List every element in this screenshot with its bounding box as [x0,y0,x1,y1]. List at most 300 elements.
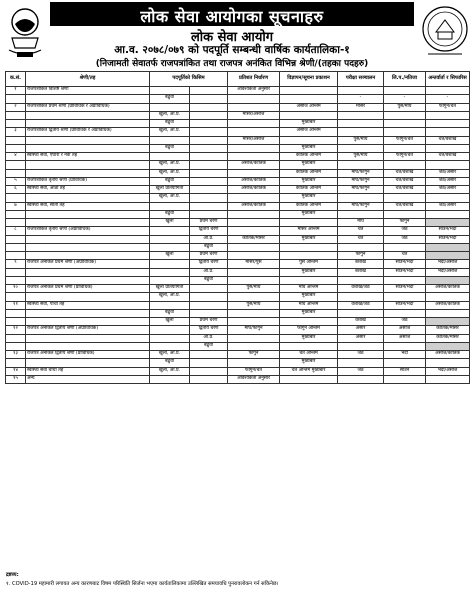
cell-percent: मंसिर/पुस [228,260,280,268]
cell-percent: असोज/कार्तिक [228,186,280,194]
cell-grade: राजपत्र अनंकित द्वितीय श्रेणी (प्राविधिक) [26,351,150,359]
table-row [6,243,470,251]
cell-sub [190,111,228,119]
cell-exam [338,144,384,152]
cell-adv [280,342,338,350]
cell-exam [338,120,384,128]
cell-type: खुला प्रतियोगिता [150,186,190,194]
cell-exam: माघ/फागुन [338,202,384,210]
cell-result [384,342,426,350]
cell-type: बढुवा [150,144,190,152]
col-header-sn: क.सं. [6,72,26,87]
cell-percent: पुस/माघ [228,301,280,309]
cell-sub [190,161,228,169]
cell-adv: मुख्यबार [280,161,338,169]
cell-interview: जेठ/असार [426,169,470,177]
cell-percent [228,268,280,276]
cell-sub: बढुवा [190,276,228,284]
cell-result: जेठ [384,227,426,235]
cell-adv: मंसिर अन्तिम [280,227,338,235]
cell-adv: माघ अन्तिम [280,285,338,293]
cell-sub: आ.प्र. [190,235,228,243]
organisation-name: लोक सेवा आयोग [190,30,274,45]
cell-sub [190,186,228,194]
cell-result [384,359,426,367]
cell-sn: १० [6,285,26,293]
cell-result [384,276,426,284]
cell-interview: फागुन/चैत [426,103,470,111]
cell-sub [190,202,228,210]
table-row [6,293,470,301]
cell-interview [426,318,470,326]
table-row [6,161,470,169]
cell-result [384,111,426,119]
cell-exam: - [338,95,384,103]
cell-type: खुला, आ.प्र. [150,111,190,119]
cell-adv [280,87,338,95]
cell-sn [6,194,26,202]
table-row [6,235,470,243]
table-row [6,219,470,227]
cell-interview: जेठ/असार [426,202,470,210]
cell-result: असोज [384,334,426,342]
cell-exam [338,359,384,367]
cell-result: असोज [384,326,426,334]
cell-type: बढुवा [150,359,190,367]
cell-sn [6,309,26,317]
table-row [6,268,470,276]
cell-grade [26,235,150,243]
cell-result: साउन [384,367,426,375]
cell-result: फागुन [384,219,426,227]
cell-adv: मुख्यबार [280,194,338,202]
cell-result: चैत/वैशाख [384,169,426,177]
cell-type: बढुवा [150,95,190,103]
cell-sub [190,87,228,95]
cell-sn [6,95,26,103]
cell-sn [6,359,26,367]
cell-grade [26,169,150,177]
cell-type [150,235,190,243]
col-header-result: लि.प./नतिजा [384,72,426,87]
cell-type: खुला, आ.प्र. [150,128,190,136]
cell-percent: मंसिर/असोज [228,111,280,119]
cell-interview [426,342,470,350]
cell-type: बढुवा [150,177,190,185]
cell-grade [26,359,150,367]
notes-heading: द्रष्टव्य: [6,572,19,578]
cell-exam: पुस/माघ [338,153,384,161]
cell-sn: ७ [6,202,26,210]
table-row [6,169,470,177]
cell-sn [6,136,26,144]
cell-adv: मुख्यबार [280,235,338,243]
cell-adv [280,252,338,260]
cell-percent [228,128,280,136]
cell-grade [26,293,150,301]
table-row [6,309,470,317]
cell-grade [26,144,150,152]
table-row [6,367,470,375]
cell-exam [338,293,384,301]
cell-result: साउन/भदौ [384,268,426,276]
cell-adv: मुख्यबार [280,120,338,128]
cell-interview [426,144,470,152]
col-header-adv: विज्ञापन/सूचना प्रकाशन [280,72,338,87]
cell-grade [26,268,150,276]
cell-percent: असोज/कार्तिक [228,177,280,185]
cell-result: जेठ [384,318,426,326]
cell-adv: पुस अन्तिम [280,260,338,268]
cell-interview [426,161,470,169]
cell-adv: चैत अन्तिम [280,351,338,359]
cell-percent [228,144,280,152]
cell-type [150,243,190,251]
cell-grade: राजपत्रांकित तृतीय श्रेणी (अप्राविधिक) [26,227,150,235]
cell-sub: द्वितीय चरण [190,326,228,334]
cell-sub [190,351,228,359]
cell-adv: मुख्यबार [280,144,338,152]
table-row [6,227,470,235]
cell-exam [338,87,384,95]
cell-sn: ९ [6,260,26,268]
cell-result: साउन/भदौ [384,285,426,293]
cell-result: साउन/भदौ [384,260,426,268]
cell-grade: राजपत्रांकित विशिष्ट श्रेणी [26,87,150,95]
cell-sub [190,367,228,375]
cell-type [150,153,190,161]
table-row [6,194,470,202]
table-row [6,326,470,334]
cell-grade: राजपत्रांकित तृतीय श्रेणी (प्राविधिक) [26,177,150,185]
cell-type: खुला प्रतियोगिता [150,285,190,293]
cell-exam: पुस/माघ [338,136,384,144]
table-row [6,285,470,293]
cell-interview: असोज/कार्तिक [426,301,470,309]
cell-adv: मुख्यबार [280,359,338,367]
cell-percent [228,210,280,218]
cell-result [384,194,426,202]
commission-seal-icon [420,2,470,60]
cell-exam: वैशाख [338,318,384,326]
col-header-grade: श्रेणी/तह [26,72,150,87]
cell-sn [6,318,26,326]
cell-result [384,210,426,218]
cell-grade [26,95,150,103]
col-header-type: पदपूर्तिको किसिम [150,72,228,87]
cell-sn [6,334,26,342]
cell-type [150,301,190,309]
cell-sub [190,153,228,161]
cell-type [150,103,190,111]
cell-sub: आ.प्र. [190,334,228,342]
cell-percent [228,252,280,260]
cell-exam [338,194,384,202]
table-row [6,375,470,383]
cell-sub [190,285,228,293]
cell-interview [426,359,470,367]
cell-percent [228,309,280,317]
cell-result [384,309,426,317]
cell-grade [26,318,150,326]
cell-grade [26,252,150,260]
cell-grade: स्वास्थ्य सेवा चौथो तह [26,367,150,375]
cell-result [384,161,426,169]
cell-result [384,144,426,152]
cell-result: चैत/वैशाख [384,177,426,185]
cell-sub: द्वितीय चरण [190,227,228,235]
cell-interview: कार्तिक/मंसिर [426,326,470,334]
cell-interview [426,309,470,317]
cell-grade [26,342,150,350]
cell-sub [190,194,228,202]
cell-adv: मुख्यबार [280,334,338,342]
cell-interview [426,276,470,284]
cell-sub [190,210,228,218]
cell-grade: राजपत्रांकित प्रथम श्रेणी (प्राविधिक र अप्राविधिक) [26,103,150,111]
banner-text: लोक सेवा आयोगका सूचनाहरु [140,7,324,26]
cell-type [150,260,190,268]
col-header-percent: प्रतिशत निर्धारण [228,72,280,87]
cell-exam: वैशाख/जेठ [338,301,384,309]
table-row [6,342,470,350]
table-row [6,202,470,210]
table-row [6,318,470,326]
cell-adv [280,136,338,144]
cell-result: चैत/वैशाख [384,186,426,194]
cell-result [384,375,426,383]
cell-type: बढुवा [150,309,190,317]
cell-type [150,375,190,383]
cell-type [150,87,190,95]
cell-grade [26,161,150,169]
cell-type [150,334,190,342]
cell-sn [6,210,26,218]
cell-percent: फागुन [228,351,280,359]
cell-exam: असार [338,326,384,334]
cell-adv: मुख्यबार [280,210,338,218]
page-subtitle: (निजामती सेवातर्फ राजपत्रांकित तथा राजपत्र अनंकित विभिन्न श्रेणी/(तहका पदहरु) [95,59,369,69]
cell-type [150,202,190,210]
cell-sn: ५ [6,177,26,185]
table-row [6,136,470,144]
cell-sn [6,342,26,350]
cell-sub [190,95,228,103]
cell-sub [190,103,228,111]
cell-adv: मुख्यबार [280,309,338,317]
cell-sub [190,128,228,136]
cell-type: खुला [150,252,190,260]
cell-interview: असोज/कार्तिक [426,285,470,293]
cell-exam: मंसिर [338,103,384,111]
cell-sub: बढुवा [190,243,228,251]
cell-adv [280,318,338,326]
cell-adv [280,219,338,227]
cell-result [384,128,426,136]
cell-sn [6,268,26,276]
cell-exam [338,243,384,251]
cell-interview: जेठ/असार [426,186,470,194]
cell-type: खुला, आ.प्र. [150,293,190,301]
cell-interview [426,293,470,301]
cell-adv [280,111,338,119]
cell-result [384,243,426,251]
cell-sn [6,111,26,119]
cell-type [150,276,190,284]
cell-result: फागुन/चैत [384,136,426,144]
cell-sub [190,169,228,177]
cell-sub: प्रथम चरण [190,219,228,227]
cell-interview: चैत/वैशाख [426,136,470,144]
cell-sn [6,276,26,284]
cell-result: - [384,95,426,103]
cell-exam: माघ/फागुन [338,169,384,177]
cell-adv: चैत अन्तिम मुख्यबार [280,367,338,375]
cell-interview [426,210,470,218]
cell-adv: कार्तिक अन्तिम [280,169,338,177]
cell-grade: स्वास्थ्य सेवा, पाँचौं तह [26,301,150,309]
cell-sub: प्रथम चरण [190,252,228,260]
cell-exam: बैशाख [338,260,384,268]
cell-type [150,326,190,334]
cell-percent [228,293,280,301]
page-title: आ.व. २०७८/०७९ को पदपूर्ति सम्बन्धी वार्षिक कार्यतालिका-१ [114,44,350,56]
cell-result: भदौ [384,351,426,359]
cell-percent: पुस/माघ [228,285,280,293]
cell-interview [426,194,470,202]
cell-exam: चैत [338,235,384,243]
cell-grade [26,219,150,227]
cell-interview: असोज/कार्तिक [426,351,470,359]
cell-exam: जेठ [338,351,384,359]
cell-sn [6,169,26,177]
cell-percent: मंसिर/असोज [228,136,280,144]
cell-sn: ६ [6,186,26,194]
cell-sn [6,219,26,227]
cell-result [384,120,426,128]
cell-exam [338,210,384,218]
cell-sn [6,120,26,128]
cell-exam [338,342,384,350]
cell-exam [338,111,384,119]
cell-percent [228,120,280,128]
cell-type [150,227,190,235]
cell-sub [190,120,228,128]
table-row [6,351,470,359]
cell-exam: माघ/फागुन [338,186,384,194]
cell-grade: राजपत्र अनंकित द्वितीय श्रेणी (अप्राविधिक) [26,326,150,334]
cell-type [150,268,190,276]
cell-sn: ११ [6,301,26,309]
table-row [6,301,470,309]
cell-percent: फागुन/चैत [228,367,280,375]
cell-interview: साउन/भदौ [426,227,470,235]
cell-adv: असोज अन्तिम [280,103,338,111]
cell-type: खुला [150,219,190,227]
cell-type: खुला, आ.प्र. [150,367,190,375]
cell-type: बढुवा [150,210,190,218]
cell-grade: स्वास्थ्य सेवा, आठौं तह [26,186,150,194]
cell-interview: साउन/भदौ [426,235,470,243]
cell-grade [26,111,150,119]
cell-grade [26,194,150,202]
cell-sn [6,161,26,169]
cell-sn: १२ [6,326,26,334]
cell-grade [26,120,150,128]
cell-percent [228,169,280,177]
nepal-emblem-icon [3,2,47,62]
table-row [6,260,470,268]
cell-interview [426,111,470,119]
annual-schedule-table [5,71,470,384]
cell-exam [338,375,384,383]
cell-interview: चैत/वैशाख [426,153,470,161]
cell-exam: असार [338,334,384,342]
cell-interview: भदौ/असोज [426,268,470,276]
cell-sub: आ.प्र. [190,268,228,276]
table-row [6,359,470,367]
cell-sub: प्रथम चरण [190,318,228,326]
cell-exam: माघ/फागुन [338,177,384,185]
cell-grade [26,210,150,218]
cell-percent: असोज/कार्तिक [228,161,280,169]
cell-type: खुला, आ.प्र. [150,351,190,359]
cell-interview: कार्तिक/मंसिर [426,334,470,342]
cell-sub [190,375,228,383]
cell-sub [190,136,228,144]
cell-result: पुस/माघ [384,103,426,111]
cell-exam: माघ [338,219,384,227]
table-row [6,95,470,103]
cell-type: खुला, आ.प्र. [150,161,190,169]
cell-adv: कार्तिक अन्तिम [280,186,338,194]
cell-grade [26,334,150,342]
cell-grade [26,243,150,251]
col-header-interview: अन्तर्वार्ता र सिफारिस [426,72,470,87]
cell-result: साउन/भदौ [384,301,426,309]
cell-sn [6,252,26,260]
cell-percent [228,243,280,251]
table-row [6,153,470,161]
cell-grade: राजपत्र अनंकित प्रथम श्रेणी (अप्राविधिक) [26,260,150,268]
cell-sn: २ [6,103,26,111]
cell-sn [6,144,26,152]
cell-result: चैत [384,252,426,260]
cell-percent [228,219,280,227]
cell-exam: चैत [338,227,384,235]
cell-percent: आवश्यकता अनुसार [228,87,280,95]
cell-grade: अन्य [26,375,150,383]
cell-adv: मुख्यबार [280,293,338,301]
cell-sub [190,309,228,317]
table-row [6,186,470,194]
cell-interview: जेठ/असार [426,177,470,185]
cell-sn: ८ [6,227,26,235]
cell-exam: बैशाख [338,268,384,276]
cell-exam [338,309,384,317]
cell-type: बढुवा [150,120,190,128]
cell-sub [190,144,228,152]
cell-grade [26,136,150,144]
cell-grade: स्वास्थ्य सेवा, सातौं तह [26,202,150,210]
cell-result [384,87,426,95]
cell-sub [190,301,228,309]
note-item-1: १. COVID-19 महामारी लगायत अन्य कारणबाट विषम परिस्थिति सिर्जना भएमा कार्यतालिकामा उल्लिखित समयावधि पुनरावलोकन गर्न सकिनेछ। [6,581,279,587]
cell-percent: कार्तिक/मंसिर [228,235,280,243]
cell-interview [426,252,470,260]
cell-percent [228,276,280,284]
notes-section [6,570,470,587]
